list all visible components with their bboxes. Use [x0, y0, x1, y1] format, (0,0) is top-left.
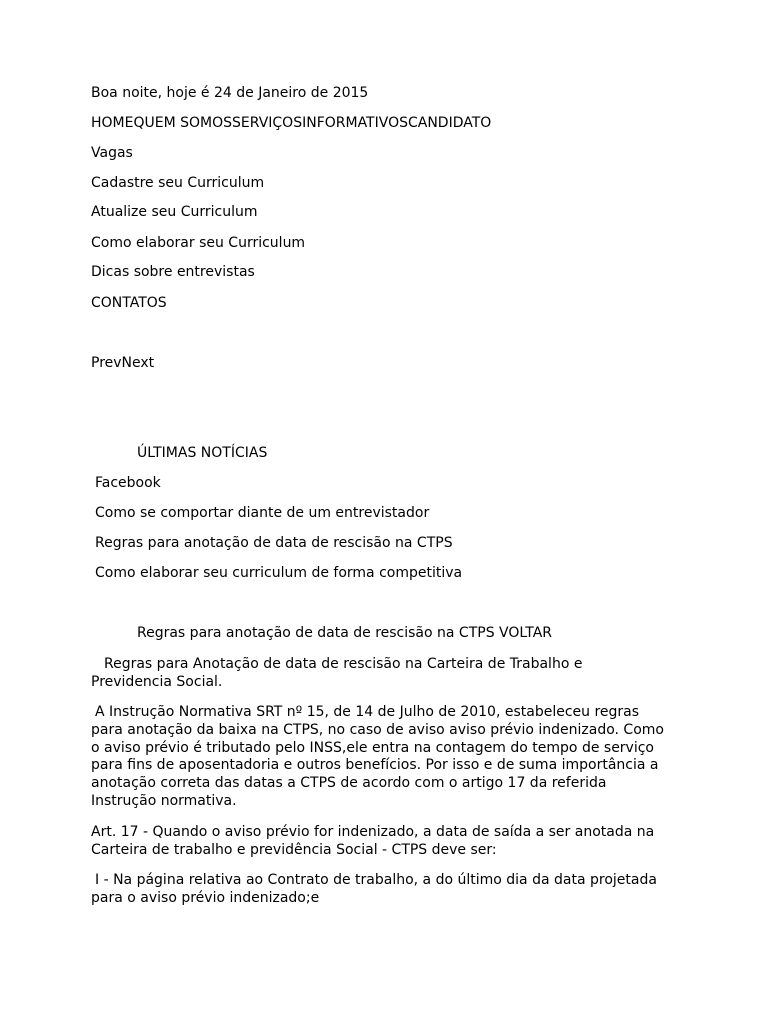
article-paragraph-line: Instrução normativa. — [91, 793, 237, 809]
menu-item-atualize-curriculum[interactable]: Atualize seu Curriculum — [91, 204, 258, 220]
article-paragraph-line: A Instrução Normativa SRT nº 15, de 14 de Julho de 2010, estabeleceu regras — [95, 704, 640, 720]
news-heading: ÚLTIMAS NOTÍCIAS — [137, 445, 268, 461]
article-subtitle-line2: Previdencia Social. — [91, 674, 223, 690]
article-item-i-line: para o aviso prévio indenizado;e — [91, 890, 320, 906]
article-article17-line: Carteira de trabalho e previdência Social - CTPS deve ser: — [91, 842, 497, 858]
menu-item-vagas[interactable]: Vagas — [91, 145, 133, 161]
article-title: Regras para anotação de data de rescisão na CTPS VOLTAR — [137, 625, 553, 641]
news-item-facebook[interactable]: Facebook — [95, 475, 161, 491]
menu-item-cadastre-curriculum[interactable]: Cadastre seu Curriculum — [91, 175, 265, 191]
article-item-i-line: I - Na página relativa ao Contrato de trabalho, a do último dia da data projetada — [95, 872, 657, 888]
menu-item-elaborar-curriculum[interactable]: Como elaborar seu Curriculum — [91, 235, 306, 251]
news-item-entrevistador[interactable]: Como se comportar diante de um entrevistador — [95, 505, 430, 521]
news-item-curriculum-competitiva[interactable]: Como elaborar seu curriculum de forma competitiva — [95, 565, 463, 581]
article-paragraph-line: para anotação da baixa na CTPS, no caso de aviso aviso prévio indenizado. Como — [91, 722, 664, 738]
menu-item-dicas-entrevistas[interactable]: Dicas sobre entrevistas — [91, 264, 255, 280]
carousel-prev-next[interactable]: PrevNext — [91, 355, 155, 371]
article-article17-line: Art. 17 - Quando o aviso prévio for indenizado, a data de saída a ser anotada na — [91, 824, 655, 840]
article-paragraph-line: anotação correta das datas a CTPS de acordo com o artigo 17 da referida — [91, 775, 607, 791]
article-paragraph-line: para fins de aposentadoria e outros benefícios. Por isso e de suma importância a — [91, 757, 659, 773]
greeting-text: Boa noite, hoje é 24 de Janeiro de 2015 — [91, 85, 369, 101]
menu-item-contatos[interactable]: CONTATOS — [91, 295, 167, 311]
main-nav-menu[interactable]: HOMEQUEM SOMOSSERVIÇOSINFORMATIVOSCANDIDATO — [91, 115, 492, 131]
article-subtitle-line1: Regras para Anotação de data de rescisão na Carteira de Trabalho e — [104, 656, 583, 672]
news-item-rescisao-ctps[interactable]: Regras para anotação de data de rescisão na CTPS — [95, 535, 453, 551]
article-paragraph-line: o aviso prévio é tributado pelo INSS,ele entra na contagem do tempo de serviço — [91, 740, 654, 756]
